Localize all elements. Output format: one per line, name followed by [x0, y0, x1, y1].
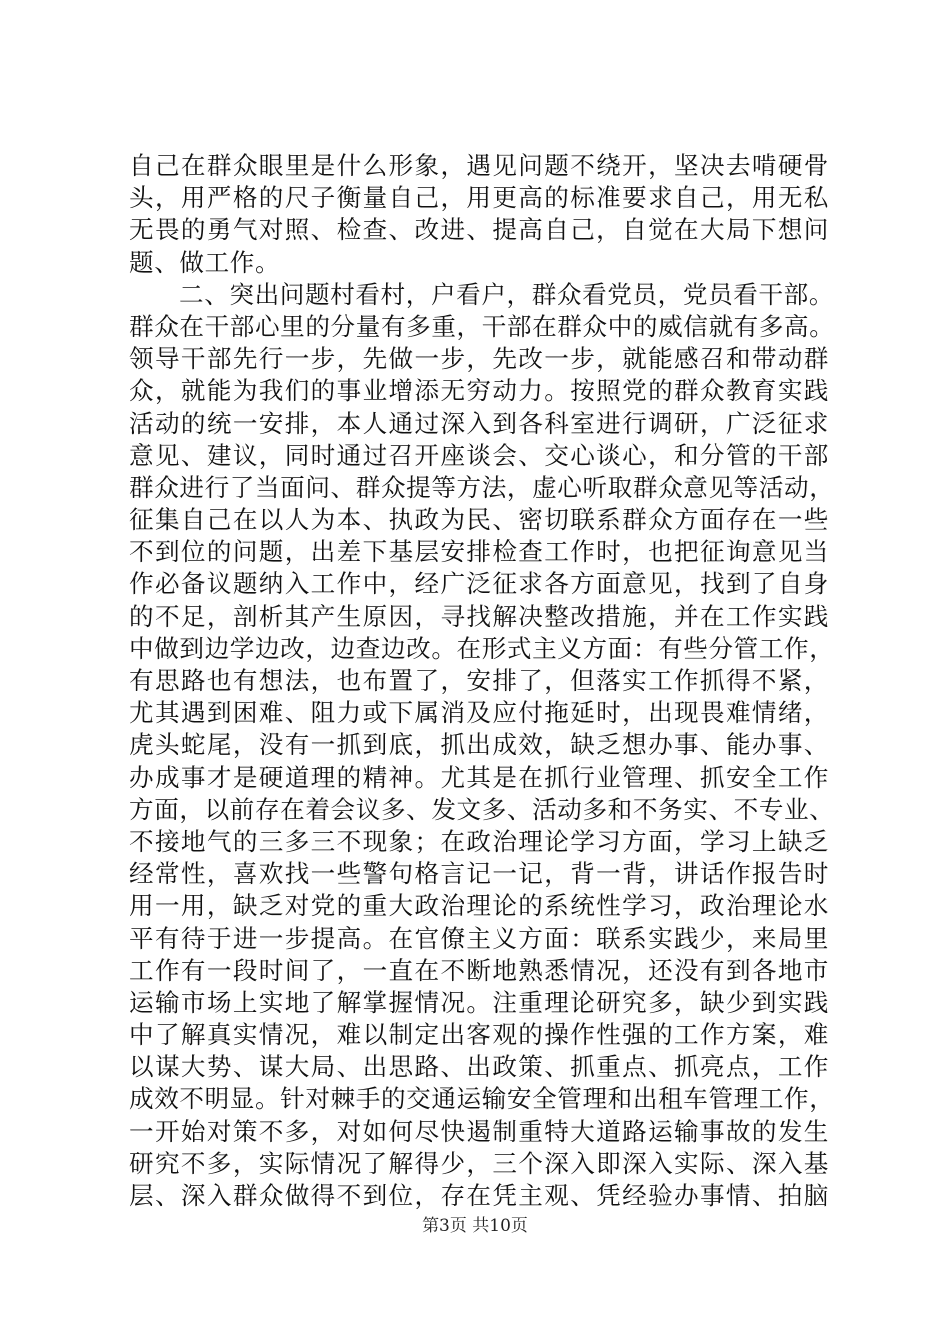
text-line: 虎头蛇尾，没有一抓到底，抓出成效，缺乏想办事、能办事、	[129, 730, 829, 760]
text-line: 一开始对策不多，对如何尽快遏制重特大道路运输事故的发生	[129, 1116, 829, 1146]
text-line: 题、做工作。	[129, 247, 281, 277]
text-line: 头，用严格的尺子衡量自己，用更高的标准要求自己，用无私	[129, 183, 829, 213]
text-line: 层、深入群众做得不到位，存在凭主观、凭经验办事情、拍脑	[129, 1181, 829, 1210]
text-line: 无畏的勇气对照、检查、改进、提高自己，自觉在大局下想问	[129, 215, 829, 245]
text-line: 不到位的问题，出差下基层安排检查工作时，也把征询意见当	[129, 537, 829, 567]
text-line: 作必备议题纳入工作中，经广泛征求各方面意见，找到了自身	[129, 569, 829, 599]
text-line: 尤其遇到困难、阻力或下属消及应付拖延时，出现畏难情绪，	[129, 698, 829, 728]
text-line: 群众进行了当面问、群众提等方法，虚心听取群众意见等活动，	[129, 472, 835, 502]
text-line: 成效不明显。针对棘手的交通运输安全管理和出租车管理工作，	[129, 1084, 835, 1114]
text-line: 群众在干部心里的分量有多重，干部在群众中的威信就有多高。	[129, 311, 835, 341]
text-line: 平有待于进一步提高。在官僚主义方面：联系实践少，来局里	[129, 923, 829, 953]
text-line: 运输市场上实地了解掌握情况。注重理论研究多，缺少到实践	[129, 987, 829, 1017]
text-line: 以谋大势、谋大局、出思路、出政策、抓重点、抓亮点，工作	[129, 1052, 829, 1082]
text-line: 有思路也有想法，也布置了，安排了，但落实工作抓得不紧，	[129, 666, 829, 695]
text-line: 不接地气的三多三不现象；在政治理论学习方面，学习上缺乏	[129, 826, 829, 856]
page-number-footer: 第3页 共10页	[422, 1216, 528, 1236]
text-line: 研究不多，实际情况了解得少，三个深入即深入实际、深入基	[129, 1148, 829, 1178]
text-line: 经常性，喜欢找一些警句格言记一记，背一背，讲话作报告时	[129, 859, 829, 889]
text-line: 中做到边学边改，边查边改。在形式主义方面：有些分管工作，	[129, 633, 835, 663]
text-line: 方面，以前存在着会议多、发文多、活动多和不务实、不专业、	[129, 794, 835, 824]
text-line: 征集自己在以人为本、执政为民、密切联系群众方面存在一些	[129, 505, 829, 535]
text-line: 中了解真实情况，难以制定出客观的操作性强的工作方案，难	[129, 1020, 829, 1050]
text-line: 意见、建议，同时通过召开座谈会、交心谈心，和分管的干部	[129, 440, 829, 470]
body-text	[129, 150, 835, 1212]
text-line: 活动的统一安排，本人通过深入到各科室进行调研，广泛征求	[129, 408, 829, 438]
text-line: 用一用，缺乏对党的重大政治理论的系统性学习，政治理论水	[129, 891, 829, 921]
text-line: 的不足，剖析其产生原因，寻找解决整改措施，并在工作实践	[129, 601, 829, 631]
text-line: 自己在群众眼里是什么形象，遇见问题不绕开，坚决去啃硬骨	[129, 151, 829, 180]
text-line: 领导干部先行一步，先做一步，先改一步，就能感召和带动群	[129, 344, 829, 374]
paragraph-start-line: 二、突出问题村看村，户看户，群众看党员，党员看干部。	[179, 279, 835, 309]
text-line: 众，就能为我们的事业增添无穷动力。按照党的群众教育实践	[129, 376, 829, 406]
text-line: 办成事才是硬道理的精神。尤其是在抓行业管理、抓安全工作	[129, 762, 829, 792]
text-line: 工作有一段时间了，一直在不断地熟悉情况，还没有到各地市	[129, 955, 829, 985]
